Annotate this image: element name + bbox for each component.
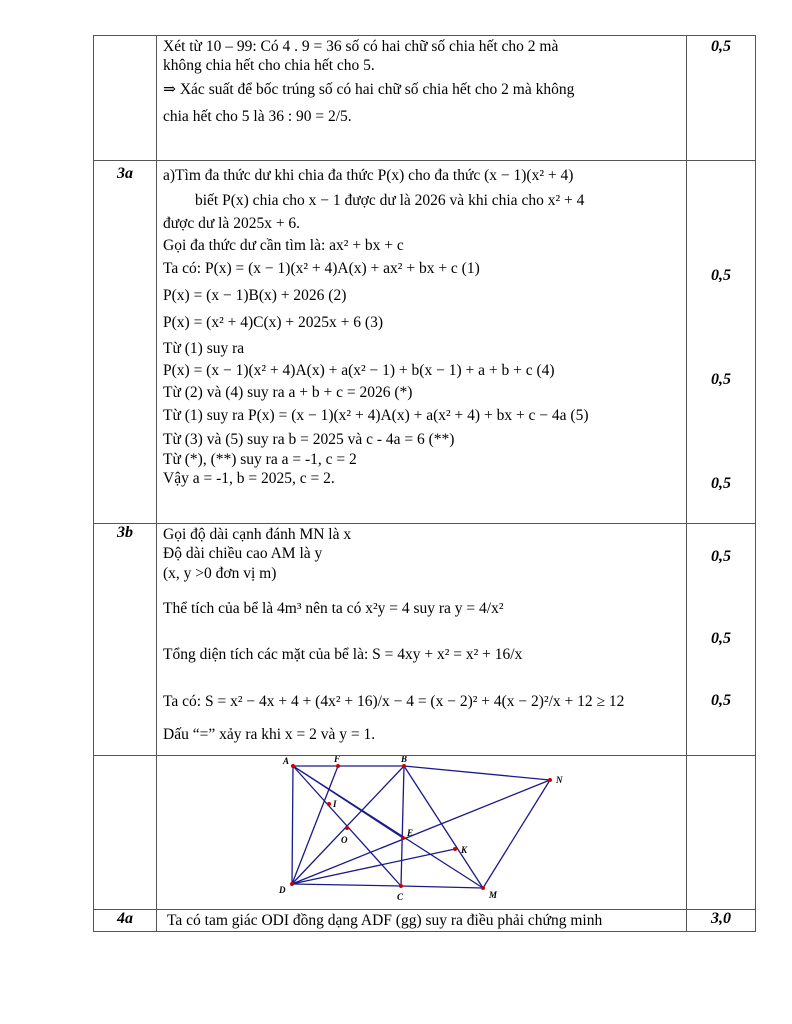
segment-BM <box>404 766 483 888</box>
point-K <box>453 847 457 851</box>
table-row <box>94 36 756 161</box>
point-label-I: I <box>333 799 337 809</box>
score-cell <box>687 161 756 524</box>
point-label-D: D <box>279 885 286 895</box>
segment-CM <box>401 886 483 888</box>
text-line: Độ dài chiều cao AM là y <box>163 545 323 563</box>
point-label-O: O <box>341 835 348 845</box>
score: 0,5 <box>711 267 731 284</box>
text-line: Từ (3) và (5) suy ra b = 2025 và c - 4a = 6 (**) <box>163 431 455 449</box>
score: 0,5 <box>711 38 731 55</box>
row-label <box>94 756 157 910</box>
score-cell <box>687 524 756 756</box>
volume-line: Thể tích của bể là 4m³ nên ta có x²y = 4 suy ra y = 4/x² <box>163 600 504 618</box>
row-label: 3a <box>94 161 157 524</box>
text-line: Từ (2) và (4) suy ra a + b + c = 2026 (*) <box>163 384 413 402</box>
point-E <box>401 836 405 840</box>
point-C <box>399 884 403 888</box>
text-line: không chia hết cho chia hết cho 5. <box>163 57 375 75</box>
text-line: Xét từ 10 – 99: Có 4 . 9 = 36 số có hai chữ số chia hết cho 2 mà <box>163 38 559 55</box>
score: 0,5 <box>711 548 731 565</box>
point-label-C: C <box>397 892 404 902</box>
point-F <box>336 764 340 768</box>
text-line: biết P(x) chia cho x − 1 được dư là 2026 và khi chia cho x² + 4 <box>195 192 585 210</box>
point-B <box>402 764 406 768</box>
solution-cell <box>157 36 687 161</box>
solution-cell <box>157 161 687 524</box>
segment-DN <box>292 780 550 884</box>
text-line: Dấu “=” xảy ra khi x = 2 và y = 1. <box>163 726 376 744</box>
point-M <box>481 886 485 890</box>
table-row <box>94 161 756 524</box>
text-line: chia hết cho 5 là 36 : 90 = 2/5. <box>163 108 352 126</box>
equation-1: Ta có: P(x) = (x − 1)(x² + 4)A(x) + ax² + bx + c (1) <box>163 259 480 277</box>
point-I <box>327 802 331 806</box>
score-cell <box>687 910 756 932</box>
point-label-N: N <box>556 775 563 785</box>
text-line: Từ (1) suy ra <box>163 339 245 357</box>
equation-2: P(x) = (x − 1)B(x) + 2026 (2) <box>163 286 347 304</box>
inequality-line: Ta có: S = x² − 4x + 4 + (4x² + 16)/x − 4 = (x − 2)² + 4(x − 2)²/x + 12 ≥ 12 <box>163 692 625 710</box>
point-A <box>291 764 295 768</box>
segment-FD <box>292 766 338 884</box>
text-line: Gọi đa thức dư cần tìm là: ax² + bx + c <box>163 237 404 255</box>
geometry-figure <box>157 756 750 908</box>
table-row <box>94 756 756 910</box>
segment-BC <box>401 766 404 886</box>
text-line: ⇒ Xác suất để bốc trúng số có hai chữ số chia hết cho 2 mà không <box>163 80 575 98</box>
solution-table <box>93 35 756 932</box>
text-line: được dư là 2025x + 6. <box>163 214 301 232</box>
score: 0,5 <box>711 371 731 388</box>
text-line: a)Tìm đa thức dư khi chia đa thức P(x) cho đa thức (x − 1)(x² + 4) <box>163 167 574 184</box>
segment-DC <box>292 884 401 886</box>
text-line: Vậy a = -1, b = 2025, c = 2. <box>163 469 335 487</box>
score: 0,5 <box>711 475 731 492</box>
point-O <box>345 826 349 830</box>
equation-5: Từ (1) suy ra P(x) = (x − 1)(x² + 4)A(x) + a(x² + 4) + bx + c − 4a (5) <box>163 406 589 424</box>
table-row <box>94 524 756 756</box>
row-label: 4a <box>94 910 157 932</box>
point-label-K: K <box>461 845 468 855</box>
figure-cell <box>157 756 687 910</box>
score: 0,5 <box>711 630 731 647</box>
point-D <box>290 882 294 886</box>
row-label <box>94 36 157 161</box>
equation-3: P(x) = (x² + 4)C(x) + 2025x + 6 (3) <box>163 314 383 332</box>
segment-BN <box>404 766 550 780</box>
score-cell <box>687 756 756 910</box>
point-label-F: F <box>334 756 341 764</box>
segment-AD <box>292 766 293 884</box>
segment-MN <box>483 780 550 888</box>
text-line: Ta có tam giác ODI đồng dạng ADF (gg) suy ra điều phải chứng minh <box>167 912 603 929</box>
equation-4: P(x) = (x − 1)(x² + 4)A(x) + a(x² − 1) + b(x − 1) + a + b + c (4) <box>163 362 555 379</box>
text-line: (x, y >0 đơn vị m) <box>163 564 277 582</box>
point-label-M: M <box>489 890 498 900</box>
text-line: Từ (*), (**) suy ra a = -1, c = 2 <box>163 450 357 468</box>
solution-cell <box>157 524 687 756</box>
table-row <box>94 910 756 932</box>
segment-DK <box>292 849 455 884</box>
point-label-A: A <box>283 756 290 766</box>
score-cell <box>687 36 756 161</box>
point-label-E: E <box>407 828 414 838</box>
row-label: 3b <box>94 524 157 756</box>
score: 0,5 <box>711 692 731 709</box>
score: 3,0 <box>711 910 731 927</box>
solution-cell <box>157 910 687 932</box>
area-line: Tổng diện tích các mặt của bể là: S = 4xy + x² = x² + 16/x <box>163 645 523 663</box>
point-N <box>548 778 552 782</box>
text-line: Gọi độ dài cạnh đánh MN là x <box>163 526 352 543</box>
point-label-B: B <box>401 756 408 764</box>
